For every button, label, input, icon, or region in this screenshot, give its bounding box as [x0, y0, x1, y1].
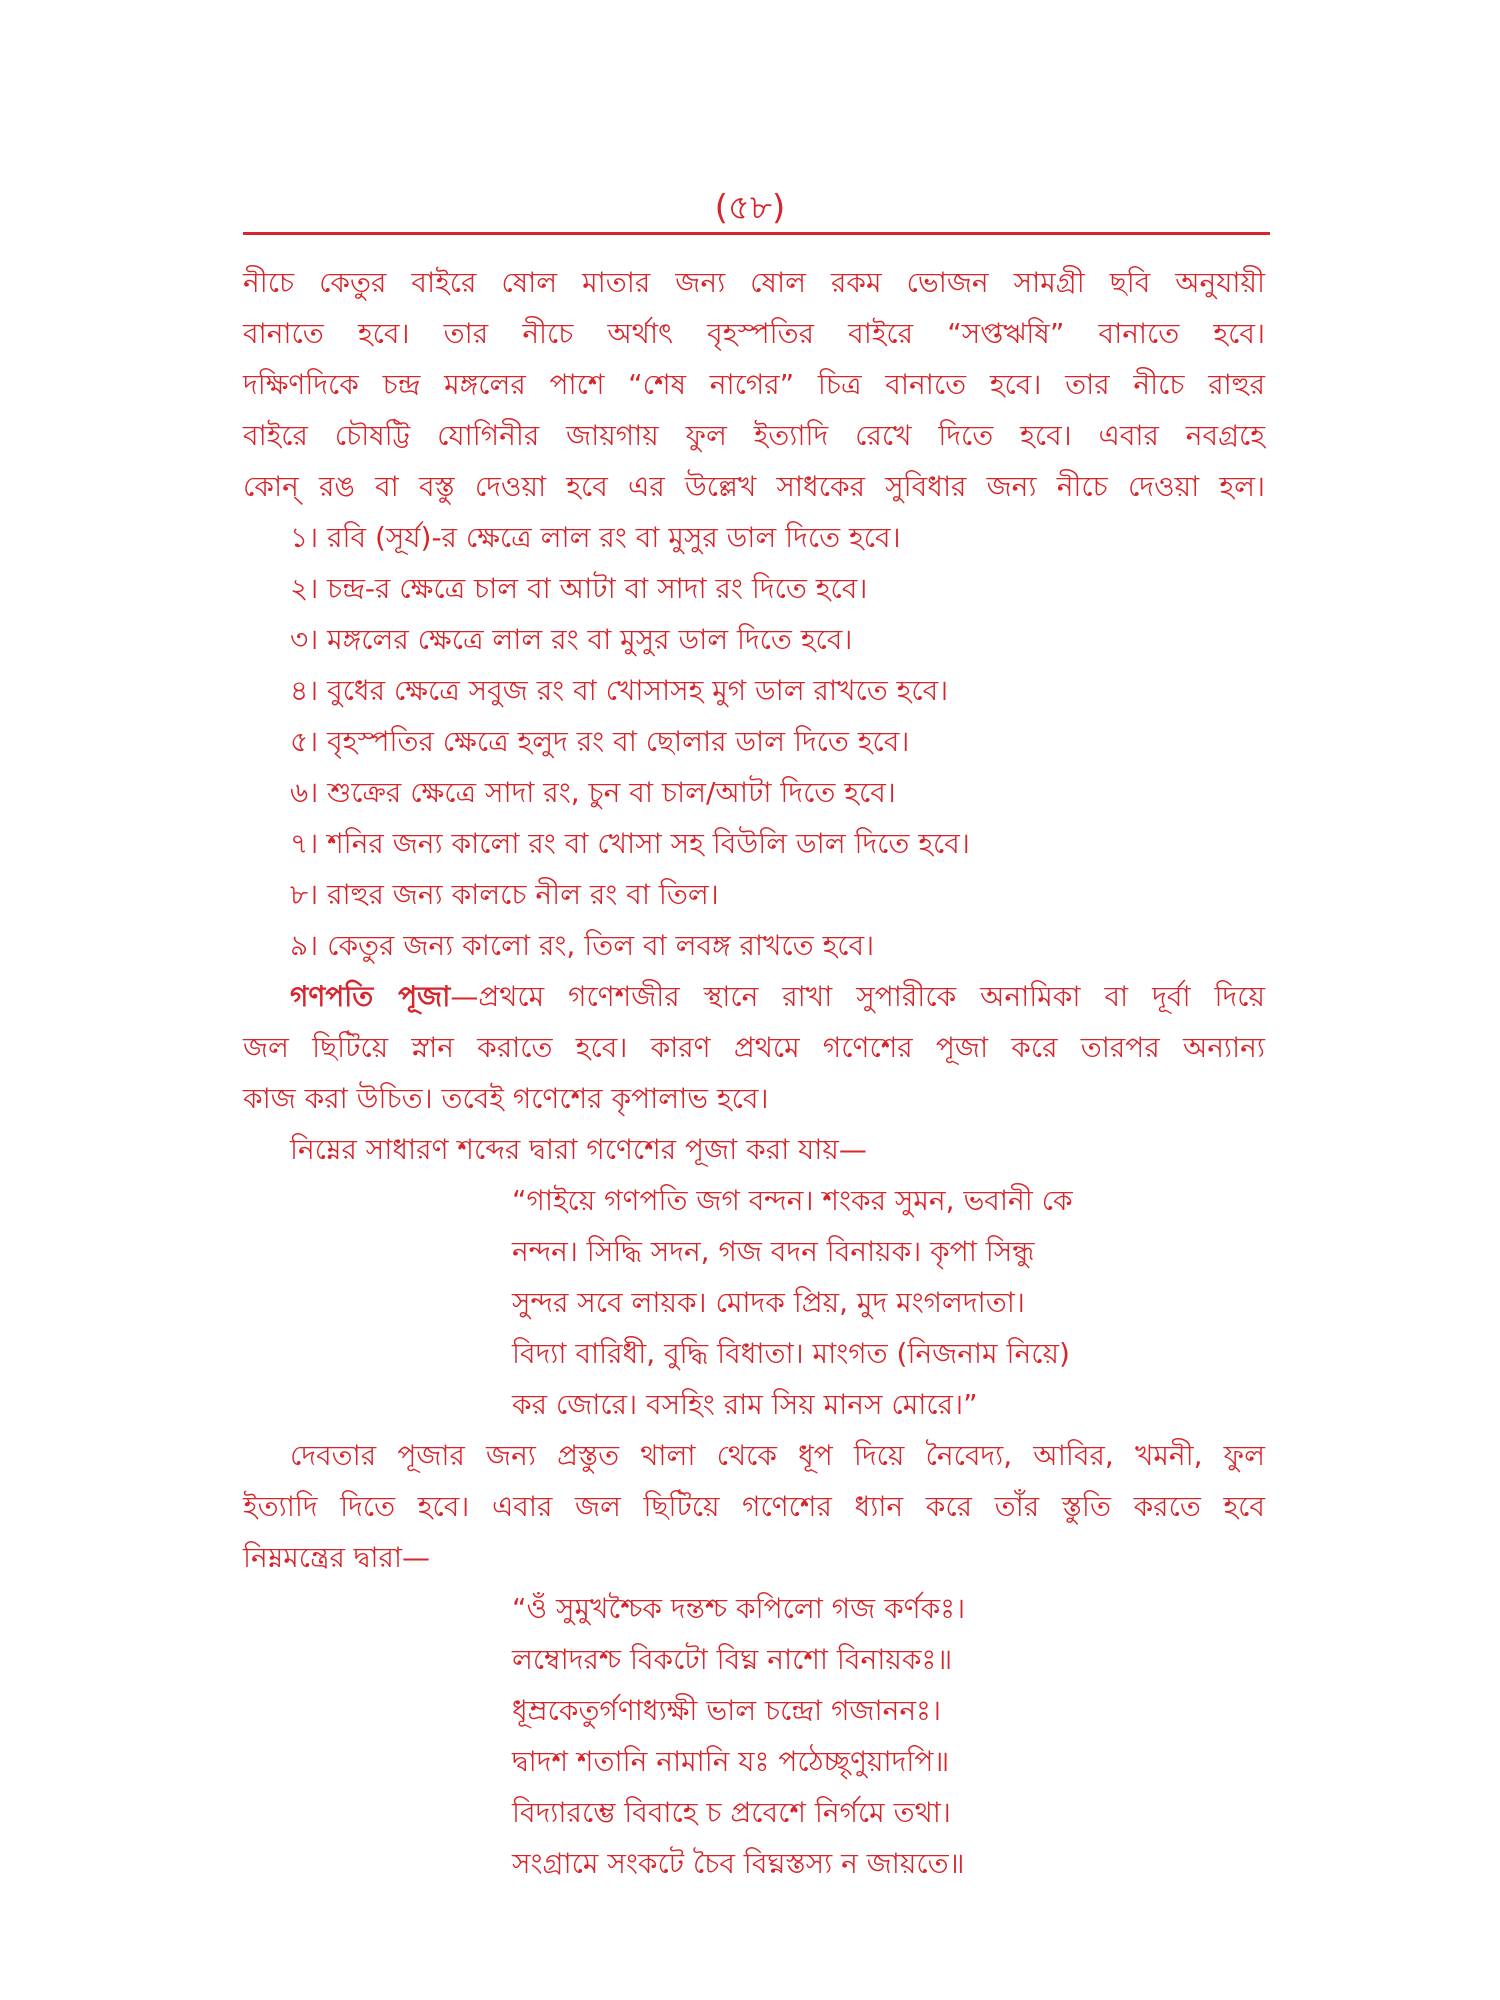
- mantra-line: ধূম্রকেতুর্গণাধ্যক্ষী ভাল চন্দ্রো গজাননঃ।: [512, 1694, 941, 1727]
- list-item: ৮। রাহুর জন্য কালচে নীল রং বা তিল।: [290, 878, 719, 911]
- list-item: ৫। বৃহস্পতির ক্ষেত্রে হলুদ রং বা ছোলার ডাল দিতে হবে।: [290, 725, 910, 758]
- para1-line-1: নীচে কেতুর বাইরে ষোল মাতার জন্য ষোল রকম ভোজন সামগ্রী ছবি অনুযায়ী: [243, 266, 1265, 299]
- ganapati-line-1-text: —প্রথমে গণেশজীর স্থানে রাখা সুপারীকে অনামিকা বা দূর্বা দিয়ে: [450, 980, 1266, 1013]
- list-item: ৩। মঙ্গলের ক্ষেত্রে লাল রং বা মুসুর ডাল দিতে হবে।: [290, 623, 853, 656]
- mantra-line: “ওঁ সুমুখশ্চৈক দন্তশ্চ কপিলো গজ কর্ণকঃ।: [512, 1592, 966, 1625]
- ganapati-heading: গণপতি পূজা: [290, 980, 451, 1013]
- verse1-line: কর জোরে। বসহিং রাম সিয় মানস মোরে।”: [512, 1388, 978, 1421]
- list-item: ৯। কেতুর জন্য কালো রং, তিল বা লবঙ্গ রাখতে হবে।: [290, 929, 875, 962]
- mantra-line: লম্বোদরশ্চ বিকটো বিঘ্ন নাশো বিনায়কঃ॥: [512, 1643, 953, 1676]
- page-number: (৫৮): [714, 188, 786, 228]
- para1-line-5: কোন্ রঙ বা বস্তু দেওয়া হবে এর উল্লেখ সাধকের সুবিধার জন্য নীচে দেওয়া হল।: [243, 470, 1265, 503]
- para1-line-3: দক্ষিণদিকে চন্দ্র মঙ্গলের পাশে “শেষ নাগের” চিত্র বানাতে হবে। তার নীচে রাহুর: [243, 368, 1265, 401]
- para3-line-3: নিম্নমন্ত্রের দ্বারা—: [243, 1541, 431, 1574]
- intro-line: নিম্নের সাধারণ শব্দের দ্বারা গণেশের পূজা করা যায়—: [290, 1133, 867, 1166]
- ganapati-line-3: কাজ করা উচিত। তবেই গণেশের কৃপালাভ হবে।: [243, 1082, 769, 1115]
- list-item: ৭। শনির জন্য কালো রং বা খোসা সহ বিউলি ডাল দিতে হবে।: [290, 827, 970, 860]
- header-rule: [243, 232, 1270, 235]
- ganapati-line-1: [290, 977, 1265, 1017]
- mantra-line: সংগ্রামে সংকটে চৈব বিঘ্নস্তস্য ন জায়তে॥: [512, 1847, 965, 1880]
- verse1-line: বিদ্যা বারিধী, বুদ্ধি বিধাতা। মাংগত (নিজনাম নিয়ে): [512, 1337, 1070, 1370]
- verse1-line: সুন্দর সবে লায়ক। মোদক প্রিয়, মুদ মংগলদাতা।: [512, 1286, 1025, 1319]
- para3-line-1: দেবতার পূজার জন্য প্রস্তুত থালা থেকে ধূপ দিয়ে নৈবেদ্য, আবির, খমনী, ফুল: [290, 1439, 1265, 1472]
- ganapati-line-2: জল ছিটিয়ে স্নান করাতে হবে। কারণ প্রথমে গণেশের পূজা করে তারপর অন্যান্য: [243, 1031, 1265, 1064]
- list-item: ৬। শুক্রের ক্ষেত্রে সাদা রং, চুন বা চাল/আটা দিতে হবে।: [290, 776, 896, 809]
- list-item: ২। চন্দ্র-র ক্ষেত্রে চাল বা আটা বা সাদা রং দিতে হবে।: [290, 572, 868, 605]
- list-item: ৪। বুধের ক্ষেত্রে সবুজ রং বা খোসাসহ মুগ ডাল রাখতে হবে।: [290, 674, 949, 707]
- para1-line-2: বানাতে হবে। তার নীচে অর্থাৎ বৃহস্পতির বাইরে “সপ্তঋষি” বানাতে হবে।: [243, 317, 1265, 350]
- para1-line-4: বাইরে চৌষট্টি যোগিনীর জায়গায় ফুল ইত্যাদি রেখে দিতে হবে। এবার নবগ্রহে: [243, 419, 1265, 452]
- verse1-line: “গাইয়ে গণপতি জগ বন্দন। শংকর সুমন, ভবানী কে: [512, 1184, 1073, 1217]
- mantra-line: দ্বাদশ শতানি নামানি যঃ পঠেচ্ছৃণুয়াদপি॥: [512, 1745, 950, 1778]
- para3-line-2: ইত্যাদি দিতে হবে। এবার জল ছিটিয়ে গণেশের ধ্যান করে তাঁর স্তুতি করতে হবে: [243, 1490, 1265, 1523]
- verse1-line: নন্দন। সিদ্ধি সদন, গজ বদন বিনায়ক। কৃপা সিন্ধু: [512, 1235, 1035, 1268]
- list-item: ১। রবি (সূর্য)-র ক্ষেত্রে লাল রং বা মুসুর ডাল দিতে হবে।: [290, 521, 901, 554]
- mantra-line: বিদ্যারম্ভে বিবাহে চ প্রবেশে নির্গমে তথা।: [512, 1796, 951, 1829]
